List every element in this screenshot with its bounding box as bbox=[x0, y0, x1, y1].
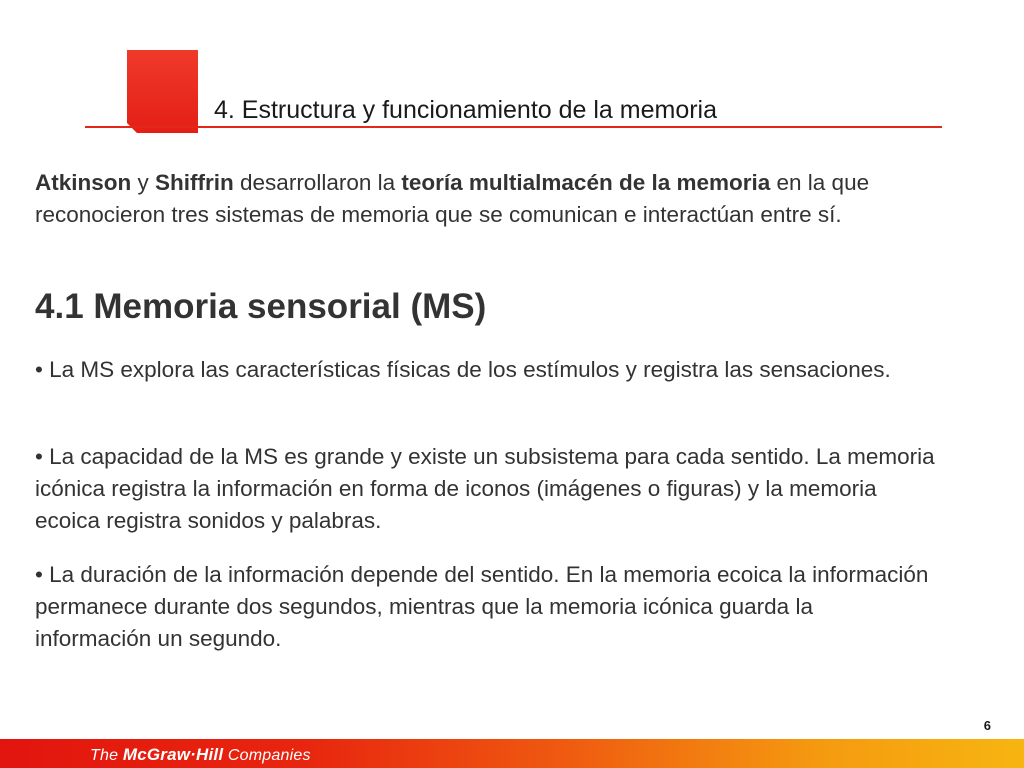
intro-text-2: desarrollaron la bbox=[233, 170, 402, 195]
section-title: 4. Estructura y funcionamiento de la memoria bbox=[214, 96, 718, 124]
bullet-item: • La capacidad de la MS es grande y existe un subsistema para cada sentido. La memoria icónica registra la información en forma de iconos (imágenes o figuras) y la memoria ecoica registra sonidos y palabras. bbox=[35, 444, 935, 533]
intro-author-2: Shiffrin bbox=[155, 170, 234, 195]
logo-brand: McGraw·Hill bbox=[122, 745, 224, 764]
logo-suffix: Companies bbox=[223, 747, 311, 764]
subheading: 4.1 Memoria sensorial (MS) bbox=[35, 287, 487, 326]
page-number: 6 bbox=[983, 718, 991, 733]
intro-text-1: y bbox=[131, 170, 156, 195]
header-divider bbox=[85, 126, 942, 128]
intro-text-3: en la que reconocieron tres sistemas de memoria que se comunican e interactúan entre sí. bbox=[35, 170, 870, 227]
footer-bar bbox=[0, 739, 1024, 768]
intro-theory-name: teoría multialmacén de la memoria bbox=[401, 170, 771, 195]
logo-prefix: The bbox=[90, 747, 123, 764]
intro-author-1: Atkinson bbox=[35, 170, 132, 195]
header-accent-block bbox=[127, 50, 198, 133]
bullet-item: • La MS explora las características físicas de los estímulos y registra las sensaciones. bbox=[35, 357, 891, 382]
intro-paragraph bbox=[35, 167, 935, 231]
bullet-item: • La duración de la información depende del sentido. En la memoria ecoica la información permanece durante dos segundos, mientras que la memoria icónica guarda la información un segundo. bbox=[35, 562, 929, 651]
publisher-logo bbox=[90, 745, 311, 765]
